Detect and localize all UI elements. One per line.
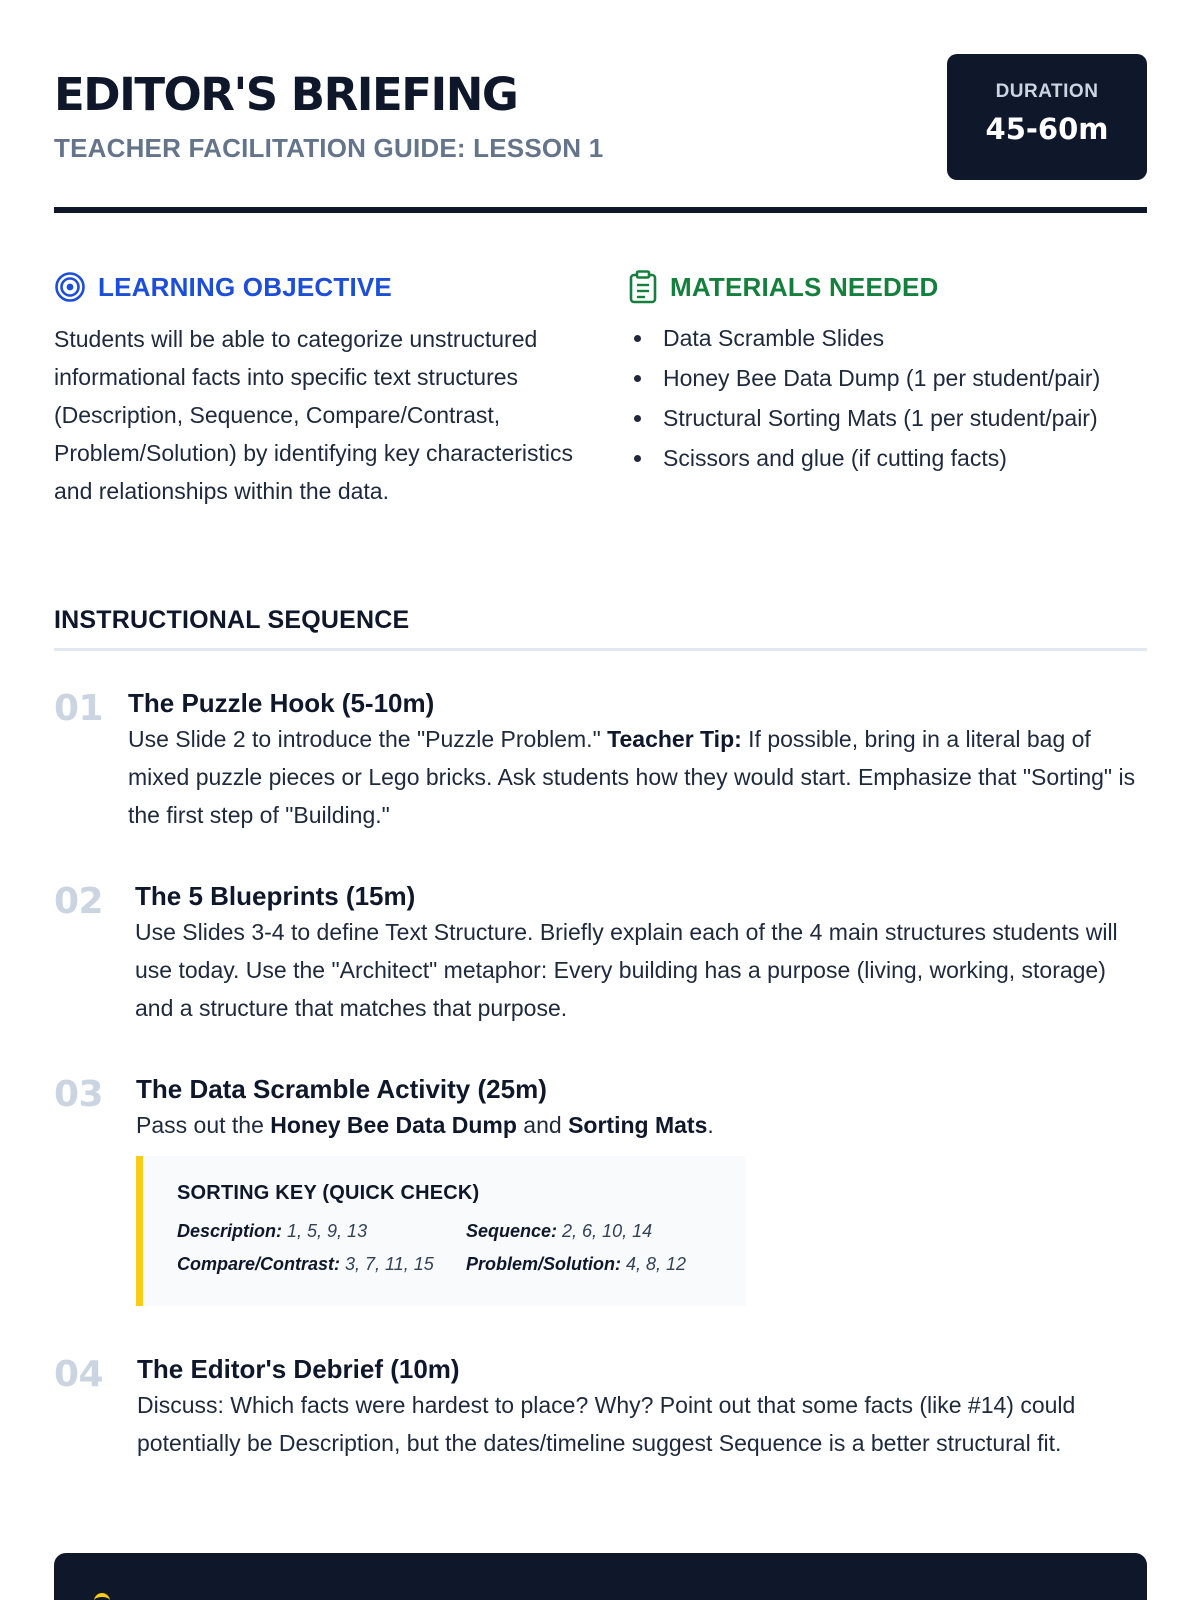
step-title: The Puzzle Hook (5-10m) (128, 688, 435, 718)
sequence-step-1 (54, 686, 1147, 826)
step-number: 03 (54, 1074, 104, 1115)
sequence-step-3 (54, 1072, 1147, 1312)
sorting-key-label: Description: (177, 1221, 283, 1241)
sorting-key-value: 3, 7, 11, 15 (340, 1254, 434, 1274)
step-body (135, 879, 1147, 1027)
materials-item: Data Scramble Slides (628, 318, 1147, 358)
instructional-sequence-heading: INSTRUCTIONAL SEQUENCE (54, 606, 410, 634)
learning-objective-text: Students will be able to categorize unstructured informational facts into specific text structures (Description, Sequence, Compare/Contrast, Problem/Solution) by identifying key characteristics and relationships within the data. (54, 326, 574, 504)
materials-heading (628, 270, 939, 304)
step-body (136, 1072, 1147, 1306)
page-title: EDITOR'S BRIEFING (54, 68, 518, 121)
duration-badge (947, 54, 1147, 180)
step-text-part: Pass out the (136, 1112, 271, 1138)
step-text: Use Slides 3-4 to define Text Structure. Briefly explain each of the 4 main structures students will use today. Use the "Architect" metaphor: Every building has a purpose (living, working, storage) and a structure that matches that purpose. (135, 919, 1118, 1021)
material-name: Honey Bee Data Dump (270, 1112, 517, 1138)
step-title: The 5 Blueprints (15m) (135, 881, 416, 911)
teacher-tip-label: Teacher Tip: (607, 726, 742, 752)
sorting-key-entry (466, 1221, 652, 1242)
sorting-key-label: Problem/Solution: (466, 1254, 621, 1274)
sequence-divider (54, 648, 1147, 651)
target-icon (54, 271, 86, 303)
materials-item: Honey Bee Data Dump (1 per student/pair) (628, 358, 1147, 398)
step-text: Discuss: Which facts were hardest to place? Why? Point out that some facts (like #14) could potentially be Description, but the dates/timeline suggest Sequence is a better structural fit. (137, 1392, 1076, 1456)
step-number: 02 (54, 881, 104, 922)
duration-label: DURATION (995, 81, 1099, 102)
step-text-part: Use Slide 2 to introduce the "Puzzle Problem." (128, 726, 608, 752)
sorting-key-value: 4, 8, 12 (621, 1254, 687, 1274)
header-divider (54, 207, 1147, 213)
step-number: 04 (54, 1354, 104, 1395)
step-number: 01 (54, 688, 104, 729)
sorting-key-entry (177, 1254, 434, 1275)
duration-value: 45-60m (985, 112, 1109, 146)
sorting-key-value: 1, 5, 9, 13 (282, 1221, 368, 1241)
footer-panel (54, 1553, 1147, 1600)
sequence-step-2 (54, 879, 1147, 1019)
sorting-key-entry (466, 1254, 686, 1275)
sequence-step-4 (54, 1352, 1147, 1492)
step-body (137, 1352, 1147, 1462)
page-subtitle: TEACHER FACILITATION GUIDE: LESSON 1 (54, 133, 604, 163)
material-name: Sorting Mats (568, 1112, 708, 1138)
materials-item: Scissors and glue (if cutting facts) (628, 438, 1147, 478)
step-text (128, 720, 1147, 834)
facilitation-guide-page (54, 0, 1147, 1600)
materials-list (628, 318, 1147, 478)
learning-objective-label: LEARNING OBJECTIVE (98, 271, 392, 302)
step-title: The Data Scramble Activity (25m) (136, 1074, 547, 1104)
step-body (128, 686, 1147, 834)
clipboard-icon (628, 270, 658, 304)
page-header (54, 54, 1147, 180)
materials-item: Structural Sorting Mats (1 per student/pair) (628, 398, 1147, 438)
materials-label: MATERIALS NEEDED (670, 271, 939, 302)
sorting-key-label: Sequence: (466, 1221, 558, 1241)
step-text-part: If possible, bring in a literal bag of mixed puzzle pieces or Lego bricks. Ask students how they would start. Emphasize that "Sorting" is the first step of "Building." (128, 726, 1136, 828)
lightbulb-icon (94, 1593, 110, 1600)
step-title: The Editor's Debrief (10m) (137, 1354, 460, 1384)
sorting-key-value: 2, 6, 10, 14 (557, 1221, 653, 1241)
sorting-key-label: Compare/Contrast: (177, 1254, 341, 1274)
learning-objective-heading (54, 270, 392, 304)
step-text-part: and (516, 1112, 569, 1138)
sorting-key-box (136, 1156, 746, 1306)
step-text (136, 1106, 1147, 1144)
sorting-key-entry (177, 1221, 367, 1242)
sorting-key-title: SORTING KEY (QUICK CHECK) (177, 1182, 480, 1204)
step-text-part: . (707, 1112, 714, 1138)
